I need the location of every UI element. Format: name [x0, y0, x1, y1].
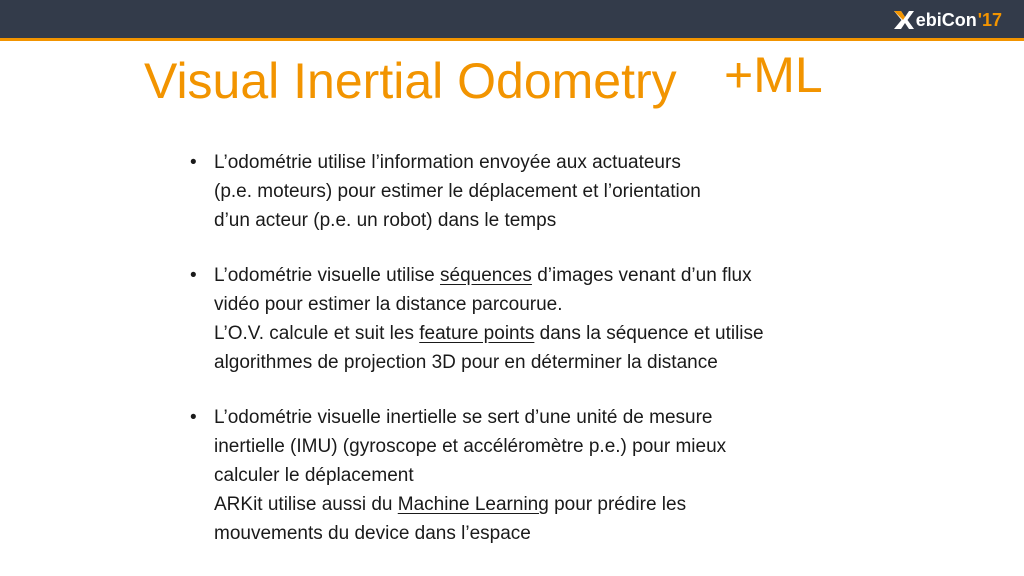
top-bar [0, 0, 1024, 41]
bullet-item-odometry [190, 148, 920, 235]
link-machine-learning[interactable]: Machine Learning [397, 494, 549, 515]
bullet-line: algorithmes de projection 3D pour en déterminer la distance [214, 352, 718, 373]
title-area [144, 48, 904, 128]
bullet-line: inertielle (IMU) (gyroscope et accéléromètre p.e.) pour mieux [214, 436, 727, 457]
link-feature-points[interactable]: feature points [419, 323, 535, 344]
bullet-line: (p.e. moteurs) pour estimer le déplacement et l’orientation [214, 181, 701, 202]
bullet-item-visual-odometry [190, 261, 920, 377]
text-segment: ARKit utilise aussi du [214, 494, 398, 515]
page-title: Visual Inertial Odometry [144, 53, 677, 109]
text-segment: L’O.V. calcule et suit les [214, 323, 420, 344]
bullet-dot: • [190, 407, 197, 428]
bullet-line: L’odométrie utilise l’information envoyée aux actuateurs [214, 152, 681, 173]
xebia-x-icon [893, 10, 915, 30]
text-segment: pour prédire les [548, 494, 687, 515]
link-sequences[interactable]: séquences [440, 265, 532, 286]
xebicon-logo [893, 8, 1002, 32]
title-ml-overlay: +ML [724, 47, 823, 103]
bullet-line: vidéo pour estimer la distance parcourue. [214, 294, 563, 315]
bullet-dot: • [190, 265, 197, 286]
bullet-line: d’un acteur (p.e. un robot) dans le temps [214, 210, 557, 231]
bullet-line [214, 261, 920, 290]
logo-text: ebiCon [915, 9, 977, 30]
logo-year: '17 [977, 9, 1002, 30]
bullet-list [190, 148, 920, 574]
bullet-item-visual-inertial-odometry [190, 403, 920, 548]
bullet-line: L’odométrie visuelle inertielle se sert d’une unité de mesure [214, 407, 713, 428]
text-segment: dans la séquence et utilise [534, 323, 764, 344]
text-segment: d’images venant d’un flux [531, 265, 752, 286]
bullet-line: calculer le déplacement [214, 465, 414, 486]
text-segment: L’odométrie visuelle utilise [214, 265, 441, 286]
bullet-dot: • [190, 152, 197, 173]
bullet-line [214, 319, 920, 348]
bullet-line [214, 490, 920, 519]
bullet-line: mouvements du device dans l’espace [214, 523, 531, 544]
